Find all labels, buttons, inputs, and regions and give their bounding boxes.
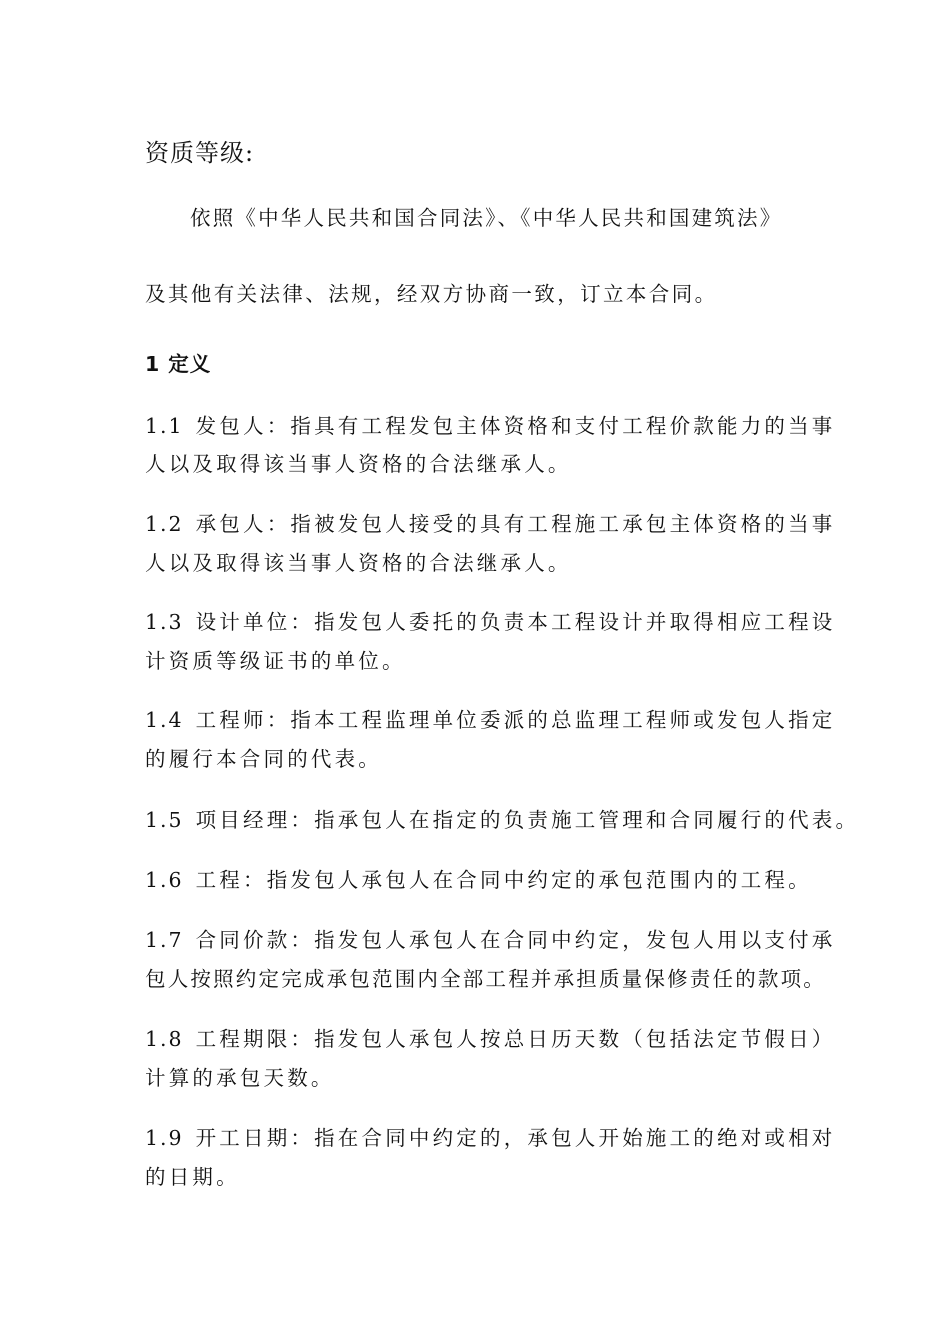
section-heading	[145, 350, 211, 378]
clause-1-2-line-1	[145, 510, 836, 538]
clause-1-1-line-2: 人以及取得该当事人资格的合法继承人。	[145, 452, 572, 476]
section-number: 1	[145, 352, 161, 376]
clause-number: 1.7	[145, 928, 184, 952]
clause-number: 1.2	[145, 512, 184, 536]
clause-1-4-line-2: 的履行本合同的代表。	[145, 747, 382, 771]
clause-text: 项目经理：指承包人在指定的负责施工管理和合同履行的代表。	[195, 808, 860, 832]
clause-text: 发包人：指具有工程发包主体资格和支付工程价款能力的当事	[195, 414, 836, 438]
clause-1-7-line-1	[145, 926, 836, 954]
clause-number: 1.9	[145, 1126, 184, 1150]
clause-1-6-line-1	[145, 866, 812, 894]
clause-number: 1.4	[145, 708, 184, 732]
clause-text: 承包人：指被发包人接受的具有工程施工承包主体资格的当事	[195, 512, 836, 536]
clause-1-3-line-2: 计资质等级证书的单位。	[145, 649, 406, 673]
clause-text: 工程：指发包人承包人在合同中约定的承包范围内的工程。	[195, 868, 812, 892]
clause-1-1-line-1	[145, 412, 836, 440]
clause-1-3-line-1	[145, 608, 836, 636]
clause-1-4-line-1	[145, 706, 836, 734]
clause-text: 开工日期：指在合同中约定的，承包人开始施工的绝对或相对	[195, 1126, 836, 1150]
intro-line-2: 及其他有关法律、法规，经双方协商一致，订立本合同。	[145, 282, 718, 306]
clause-1-9-line-1	[145, 1124, 836, 1152]
clause-1-5-line-1	[145, 806, 859, 834]
clause-1-2-line-2: 人以及取得该当事人资格的合法继承人。	[145, 551, 572, 575]
clause-number: 1.8	[145, 1027, 184, 1051]
clause-1-9-line-2: 的日期。	[145, 1165, 240, 1189]
clause-1-8-line-1	[145, 1025, 836, 1053]
section-title: 定义	[168, 352, 212, 376]
qualification-label: 资质等级:	[145, 139, 255, 167]
clause-1-8-line-2: 计算的承包天数。	[145, 1066, 335, 1090]
clause-text: 合同价款：指发包人承包人在合同中约定，发包人用以支付承	[195, 928, 836, 952]
clause-number: 1.1	[145, 414, 184, 438]
clause-text: 工程师：指本工程监理单位委派的总监理工程师或发包人指定	[195, 708, 836, 732]
clause-number: 1.5	[145, 808, 184, 832]
clause-number: 1.6	[145, 868, 184, 892]
clause-1-7-line-2: 包人按照约定完成承包范围内全部工程并承担质量保修责任的款项。	[145, 967, 826, 991]
clause-text: 工程期限：指发包人承包人按总日历天数（包括法定节假日）	[195, 1027, 836, 1051]
clause-number: 1.3	[145, 610, 184, 634]
intro-line-1: 依照《中华人民共和国合同法》、《中华人民共和国建筑法》	[190, 206, 783, 230]
clause-text: 设计单位：指发包人委托的负责本工程设计并取得相应工程设	[195, 610, 836, 634]
